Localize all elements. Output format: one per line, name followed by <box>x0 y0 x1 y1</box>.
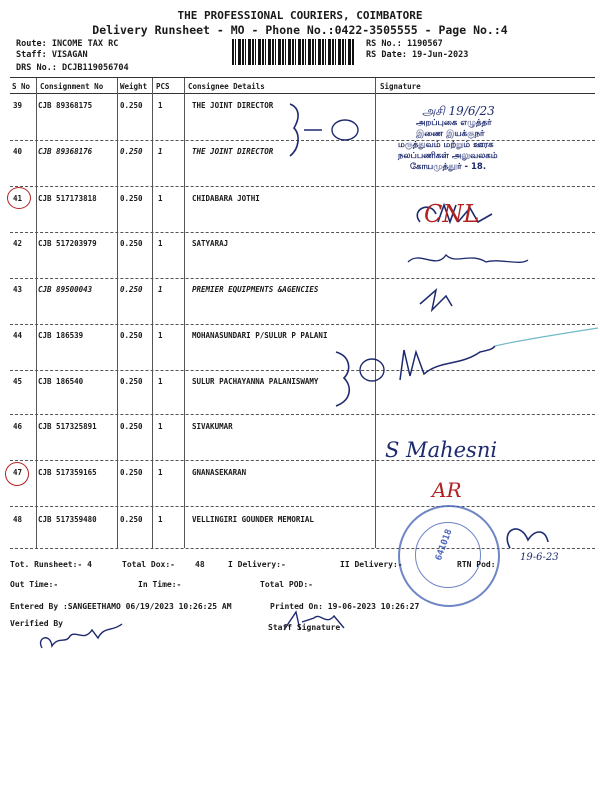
runsheet-title: Delivery Runsheet - MO - Phone No.:0422-3505555 - Page No.:4 <box>92 23 508 37</box>
signature-row-42 <box>408 255 528 262</box>
circle-mark <box>360 359 384 381</box>
signature-row-47: AR <box>432 478 462 502</box>
row-sno: 43 <box>13 285 23 294</box>
rtn-pod: RTN Pod: <box>457 560 496 569</box>
handwritten-date: அசி 19/6/23 <box>422 104 495 118</box>
signature-row-41-text: CNL <box>424 200 480 228</box>
row-pcs: 1 <box>158 285 163 294</box>
row-consignment: CJB 517325891 <box>38 422 97 431</box>
in-time: In Time:- <box>138 580 182 589</box>
circle-mark <box>332 120 358 140</box>
row-weight: 0.250 <box>120 377 143 386</box>
total-dox-label: Total Dox:- <box>122 560 175 569</box>
rs-date: RS Date: 19-Jun-2023 <box>366 50 469 60</box>
stamp-line: அறப்புகை எழுத்தர் <box>416 118 492 128</box>
row-weight: 0.250 <box>120 194 143 203</box>
row-pcs: 1 <box>158 239 163 248</box>
pen-stroke <box>495 328 598 346</box>
printed-on: Printed On: 19-06-2023 10:26:27 <box>270 602 420 611</box>
signature-row-46: S Mahesni <box>385 438 498 462</box>
out-time: Out Time:- <box>10 580 59 589</box>
row-weight: 0.250 <box>120 468 143 477</box>
staff-label: Staff: VISAGAN <box>16 50 88 60</box>
row-consignment: CJB 517359480 <box>38 515 97 524</box>
row-sno: 48 <box>13 515 23 524</box>
row-sno: 45 <box>13 377 23 386</box>
rs-number: RS No.: 1190567 <box>366 39 443 49</box>
total-dox-value: 48 <box>195 560 205 569</box>
row-details: THE JOINT DIRECTOR <box>192 147 274 156</box>
row-consignment: CJB 517173818 <box>38 194 97 203</box>
staff-signature: Staff Signature <box>268 623 341 632</box>
stamp-line: நலப்பணிகள் அலுவலகம் <box>398 151 498 161</box>
row-pcs: 1 <box>158 147 163 156</box>
row-weight: 0.250 <box>120 285 143 294</box>
row-pcs: 1 <box>158 468 163 477</box>
total-pod: Total POD:- <box>260 580 313 589</box>
row-sno: 41 <box>13 194 23 203</box>
stamp-code: 641018 <box>433 528 455 562</box>
row-weight: 0.250 <box>120 147 143 156</box>
row-sno: 40 <box>13 147 23 156</box>
signature-row-48-date: 19-6-23 <box>520 552 559 563</box>
entered-by: Entered By :SANGEETHAMO 06/19/2023 10:26:25 AM <box>10 602 232 611</box>
row-details: SULUR PACHAYANNA PALANISWAMY <box>192 377 319 386</box>
row-details: PREMIER EQUIPMENTS &AGENCIES <box>192 285 319 294</box>
col-weight: Weight <box>120 82 148 91</box>
row-pcs: 1 <box>158 194 163 203</box>
bracket-mark <box>290 104 298 156</box>
col-consignment: Consignment No <box>40 82 104 91</box>
signature-row-48 <box>507 529 548 548</box>
row-consignment: CJB 517359165 <box>38 468 97 477</box>
row-weight: 0.250 <box>120 515 143 524</box>
stamp-line: இணை இயக்குநர் <box>416 129 485 139</box>
col-signature: Signature <box>380 82 421 91</box>
row-details: THE JOINT DIRECTOR <box>192 101 274 110</box>
row-consignment: CJB 517203979 <box>38 239 97 248</box>
row-consignment: CJB 186540 <box>38 377 84 386</box>
col-consignee: Consignee Details <box>188 82 265 91</box>
row-details: GNANASEKARAN <box>192 468 247 477</box>
row-details: VELLINGIRI GOUNDER MEMORIAL <box>192 515 314 524</box>
row-weight: 0.250 <box>120 422 143 431</box>
row-sno: 42 <box>13 239 23 248</box>
row-details: MOHANASUNDARI P/SULUR P PALANI <box>192 331 328 340</box>
route-label: Route: INCOME TAX RC <box>16 39 119 49</box>
stamp-line: மருத்துவம் மற்றும் ஊரக <box>398 140 494 150</box>
row-sno: 39 <box>13 101 23 110</box>
office-stamp <box>398 118 498 173</box>
col-pcs: PCS <box>156 82 170 91</box>
row-sno: 47 <box>13 468 23 477</box>
row-details: CHIDABARA JOTHI <box>192 194 260 203</box>
row-details: SATYARAJ <box>192 239 229 248</box>
row-pcs: 1 <box>158 331 163 340</box>
row-weight: 0.250 <box>120 239 143 248</box>
row-consignment: CJB 89368175 <box>38 101 93 110</box>
verified-by: Verified By <box>10 619 63 628</box>
row-consignment: CJB 89500043 <box>38 285 93 294</box>
tot-runsheet: Tot. Runsheet:- 4 <box>10 560 92 569</box>
ii-delivery: II Delivery:- <box>340 560 403 569</box>
row-pcs: 1 <box>158 101 163 110</box>
row-sno: 46 <box>13 422 23 431</box>
bracket-mark <box>336 352 349 406</box>
row-details: SIVAKUMAR <box>192 422 233 431</box>
i-delivery: I Delivery:- <box>228 560 286 569</box>
col-sno: S No <box>12 82 31 91</box>
company-name: THE PROFESSIONAL COURIERS, COIMBATORE <box>177 9 423 22</box>
drs-number: DRS No.: DCJB119056704 <box>16 63 129 73</box>
signature-row-43 <box>420 290 452 310</box>
row-pcs: 1 <box>158 422 163 431</box>
stamp-line: கோயமுத்தூர் - 18. <box>410 162 487 172</box>
row-pcs: 1 <box>158 377 163 386</box>
row-weight: 0.250 <box>120 331 143 340</box>
row-consignment: CJB 89368176 <box>38 147 93 156</box>
row-weight: 0.250 <box>120 101 143 110</box>
row-consignment: CJB 186539 <box>38 331 84 340</box>
row-pcs: 1 <box>158 515 163 524</box>
row-sno: 44 <box>13 331 23 340</box>
signature-row-44 <box>400 346 495 380</box>
